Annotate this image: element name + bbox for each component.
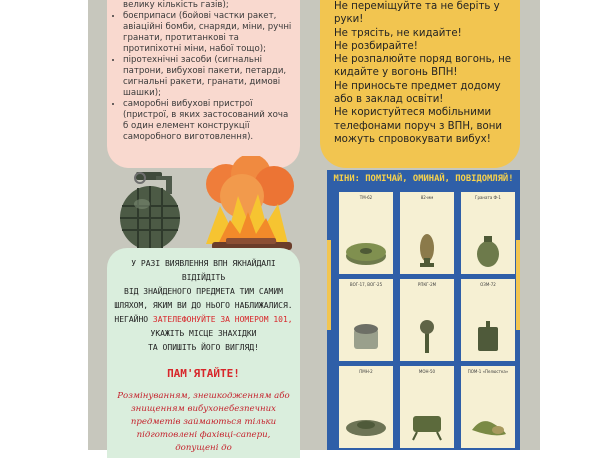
mine-tile — [400, 279, 454, 361]
instruction-line: ШЛЯХОМ, ЯКИМ ВИ ДО НЬОГО НАБЛИЖАЛИСЯ. — [114, 301, 293, 310]
instruction-line: ВІД ЗНАЙДЕНОГО ПРЕДМЕТА ТИМ САМИМ — [124, 287, 283, 296]
mine-tile-name: РПКГ-2М — [417, 282, 437, 287]
mine-tile-name: ТМ-62 — [359, 195, 373, 200]
disc-icon — [342, 230, 390, 270]
instructions-card — [107, 248, 300, 458]
note-line: знищенням вибухонебезпечних — [131, 404, 276, 414]
instruction-line: ТА ОПИШІТЬ ЙОГО ВИГЛЯД! — [148, 343, 259, 352]
mine-tile — [461, 279, 515, 361]
mine-tile-name: ПМН-2 — [359, 369, 373, 374]
instructions-text — [107, 257, 300, 355]
rule-line: Не приносьте предмет додому або в заклад освіти! — [334, 80, 501, 106]
list-item: • піротехнічні засоби (сигнальні патрони, вибухові пакети, петарди, сигнальні ракети, гранати, димові шашки); — [123, 55, 294, 99]
mines-poster — [327, 170, 520, 450]
cylinder-icon — [464, 317, 512, 357]
disc-flat-icon — [342, 404, 390, 444]
instruction-line: У РАЗІ ВИЯВЛЕННЯ ВПН ЯКНАЙДАЛІ ВІДІЙДІТЬ — [131, 259, 276, 282]
mortar-icon — [403, 230, 451, 270]
mine-image — [403, 230, 451, 274]
mine-tile — [461, 366, 515, 448]
mine-tile — [339, 192, 393, 274]
fragment-text: велику кількість газів); — [123, 0, 229, 10]
mine-image — [403, 317, 451, 361]
mine-tile-name: ПОМ-1 «Пелюстка» — [467, 369, 509, 374]
rule-line: Не користуйтеся мобільними телефонами поруч з ВПН, вони можуть спровокувати вибух! — [334, 107, 502, 145]
poster-title: МІНИ: ПОМІЧАЙ, ОМИНАЙ, ПОВІДОМЛЯЙ! — [333, 174, 514, 184]
rule-line: Не розбирайте! — [334, 40, 418, 52]
mine-image — [464, 230, 512, 274]
mine-image — [403, 404, 451, 448]
note-line: предметів займаються тільки — [130, 417, 277, 427]
rule-line: Не розпалюйте поряд вогонь, не кидайте у вогонь ВПН! — [334, 54, 511, 79]
mine-image — [464, 404, 512, 448]
note-line: підготовлені фахівці-сапери, допущені до — [136, 430, 271, 453]
safety-rules-list — [320, 0, 520, 146]
mine-tile-name: 82-мм — [420, 195, 434, 200]
poster-stripe — [516, 240, 520, 330]
mine-tile-name: ОЗМ-72 — [480, 282, 496, 287]
note-line: Розмінуванням, знешкодженням або — [117, 391, 290, 401]
mine-tile-name: ВОГ-17, ВОГ-25 — [349, 282, 383, 287]
rule-line: Не переміщуйте та не беріть у руки! — [334, 1, 500, 26]
explosives-list — [107, 11, 300, 143]
rocket-icon — [403, 317, 451, 357]
explosion-fire-illustration — [196, 156, 300, 256]
list-item: • саморобні вибухові пристрої (пристрої, в яких застосований хоча б один елемент конструкції саморобного виготовлення). — [123, 99, 294, 143]
explosives-types-card — [107, 0, 300, 168]
emergency-number-text: ЗАТЕЛЕФОНУЙТЕ ЗА НОМЕРОМ 101, — [152, 315, 293, 324]
instruction-prefix: НЕГАЙНО — [114, 315, 153, 324]
mine-tile — [400, 192, 454, 274]
mine-image — [342, 317, 390, 361]
remember-heading: ПАМ'ЯТАЙТЕ! — [167, 367, 240, 380]
mine-tile-name: Граната Ф-1 — [475, 195, 501, 200]
mine-tile — [339, 279, 393, 361]
shell-icon — [342, 317, 390, 357]
mine-image — [342, 404, 390, 448]
mine-tile-name: МОН-50 — [418, 369, 436, 374]
grenade-icon — [464, 230, 512, 270]
mine-tile — [400, 366, 454, 448]
safety-rules-card — [320, 0, 520, 168]
rule-line: Не трясіть, не кидайте! — [334, 27, 462, 39]
instruction-line: УКАЖІТЬ МІСЦЕ ЗНАХІДКИ — [150, 329, 257, 338]
mine-image — [342, 230, 390, 274]
poster-stripe — [327, 240, 331, 330]
claymore-icon — [403, 404, 451, 444]
petal-icon — [464, 404, 512, 444]
grenade-illustration — [112, 170, 188, 252]
instruction-line — [113, 313, 294, 327]
list-item: • боєприпаси (бойові частки ракет, авіаційні бомби, снаряди, міни, ручні гранати, протитанкові та протипіхотні міни, набої тощо); — [123, 11, 294, 55]
mine-image — [464, 317, 512, 361]
sapper-note — [107, 390, 300, 455]
mine-tile — [461, 192, 515, 274]
mine-tile — [339, 366, 393, 448]
